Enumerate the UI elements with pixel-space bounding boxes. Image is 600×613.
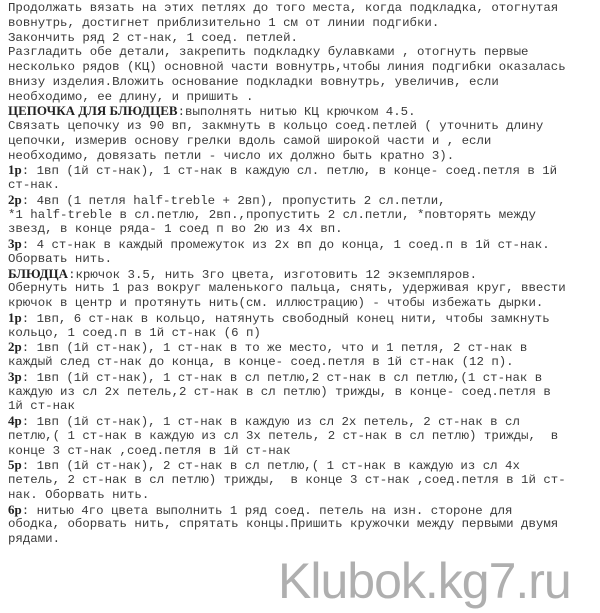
text-line bbox=[8, 16, 600, 31]
text-line bbox=[8, 517, 600, 532]
text-line bbox=[8, 163, 600, 178]
line-text: : 1вп (1й ст-нак), 1 ст-нак в каждую из сл 2х петель, 2 ст-нак в сл bbox=[21, 415, 520, 429]
text-line bbox=[8, 311, 600, 326]
line-text: Связать цепочку из 90 вп, закмнуть в кольцо соед.петлей ( уточнить длину bbox=[8, 119, 544, 133]
line-text: : 1вп (1й ст-нак), 1 ст-нак в то же место, что и 1 петля, 2 ст-нак в bbox=[21, 341, 528, 356]
line-text: : 1вп (1й ст-нак), 1 ст-нак в сл петлю,2 ст-нак в сл петлю,(1 ст-нак в bbox=[21, 370, 543, 385]
line-text: звезд, в конце ряда- 1 соед п во 2ю из 4х вп. bbox=[8, 222, 343, 237]
line-heading: 3р bbox=[8, 368, 22, 384]
line-heading: 1р bbox=[8, 162, 22, 178]
line-text: петель, 2 ст-нак в сл петлю) трижды, в конце 3 ст-нак ,соед.петля в 1й ст- bbox=[8, 473, 566, 487]
text-line bbox=[8, 193, 600, 208]
text-line bbox=[8, 458, 600, 473]
line-text: несколько рядов (КЦ) основной части вовнутрь,чтобы линия подгибки оказалась bbox=[8, 60, 566, 74]
line-heading: 2р bbox=[8, 339, 22, 355]
text-line bbox=[8, 237, 600, 252]
text-line bbox=[8, 267, 600, 282]
text-line bbox=[8, 222, 600, 237]
line-text: рядами. bbox=[8, 532, 61, 546]
text-line bbox=[8, 119, 600, 134]
line-text: : 1вп, 6 ст-нак в кольцо, натянуть свободный конец нити, чтобы замкнуть bbox=[21, 311, 550, 326]
line-text: Разгладить обе детали, закрепить подкладку булавками , отогнуть первые bbox=[8, 45, 529, 60]
line-text: :выполнять нитью КЦ крючком 4.5. bbox=[177, 105, 416, 120]
text-line bbox=[8, 370, 600, 385]
text-line bbox=[8, 104, 600, 119]
line-heading: ЦЕПОЧКА ДЛЯ БЛЮДЦЕВ bbox=[8, 103, 178, 119]
text-line bbox=[8, 75, 600, 90]
line-text: : 4 ст-нак в каждый промежуток из 2х вп до конца, 1 соед.п в 1й ст-нак. bbox=[21, 238, 550, 252]
text-line bbox=[8, 385, 600, 400]
text-line bbox=[8, 399, 600, 414]
line-text: : 1вп (1й ст-нак), 1 ст-нак в каждую сл. петлю, в конце- соед.петля в 1й bbox=[21, 164, 558, 179]
line-heading: 6р bbox=[8, 501, 22, 517]
line-text: Обернуть нить 1 раз вокруг маленького пальца, снять, удерживая круг, ввести bbox=[8, 281, 566, 296]
line-text: : 4вп (1 петля half-treble + 2вп), пропустить 2 сл.петли, bbox=[21, 193, 446, 208]
line-text: петлю,( 1 ст-нак в каждую из сл 3х петель, 2 ст-нак в сл петлю) трижды, в bbox=[8, 428, 559, 443]
line-heading: 1р bbox=[8, 309, 22, 325]
text-line bbox=[8, 473, 600, 488]
text-line bbox=[8, 252, 600, 267]
line-text: ободка, оборвать нить, спрятать концы.Пришить кружочки между первыми двумя bbox=[8, 517, 559, 532]
line-text: вовнутрь, достигнет приблизительно 1 см от линии подгибки. bbox=[8, 15, 440, 30]
text-line bbox=[8, 296, 600, 311]
line-text: каждый след ст-нак до конца, в конце- соед.петля в 1й ст-нак (12 п). bbox=[8, 355, 514, 369]
watermark: Klubok.kg7.ru bbox=[278, 552, 571, 609]
line-text: каждую из сл 2х петель,2 ст-нак в сл петлю) трижды, в конце- соед.петля в bbox=[8, 384, 551, 399]
text-line bbox=[8, 31, 600, 46]
line-heading: 5р bbox=[8, 457, 22, 473]
text-line bbox=[8, 444, 600, 459]
line-text: Закончить ряд 2 ст-нак, 1 соед. петлей. bbox=[8, 30, 298, 45]
line-text: конце 3 ст-нак ,соед.петля в 1й ст-нак bbox=[8, 443, 291, 458]
text-line bbox=[8, 340, 600, 355]
line-text: цепочки, измерив основу грелки вдоль самой широкой части и , если bbox=[8, 133, 492, 148]
line-text: необходимо, ее длину, и пришить . bbox=[8, 89, 254, 104]
line-text: Продолжать вязать на этих петлях до того места, когда подкладка, отогнутая bbox=[8, 1, 559, 15]
text-line bbox=[8, 1, 600, 16]
line-heading: БЛЮДЦА bbox=[8, 265, 69, 281]
line-text: внизу изделия.Вложить основание подкладки вовнутрь, увеличив, если bbox=[8, 74, 499, 89]
text-line bbox=[8, 326, 600, 341]
text-line bbox=[8, 281, 600, 296]
text-line bbox=[8, 503, 600, 518]
line-text: *1 half-treble в сл.петлю, 2вп.,пропустить 2 сл.петли, *повторять между bbox=[8, 207, 536, 222]
line-text: : нитью 4го цвета выполнить 1 ряд соед. петель на изн. стороне для bbox=[21, 503, 513, 518]
line-heading: 3р bbox=[8, 236, 22, 251]
line-text: : 1вп (1й ст-нак), 2 ст-нак в сл петлю,( 1 ст-нак в каждую из сл 4х bbox=[21, 459, 520, 474]
line-text: Оборвать нить. bbox=[8, 251, 113, 266]
text-line bbox=[8, 414, 600, 429]
line-text: необходимо, довязать петли - число их должно быть кратно 3). bbox=[8, 148, 455, 163]
line-text: ст-нак. bbox=[8, 178, 61, 192]
text-line bbox=[8, 178, 600, 193]
text-line bbox=[8, 488, 600, 503]
text-line bbox=[8, 355, 600, 370]
text-line bbox=[8, 429, 600, 444]
text-line bbox=[8, 532, 600, 547]
text-line bbox=[8, 149, 600, 164]
text-line bbox=[8, 90, 600, 105]
line-text: :крючок 3.5, нить 3го цвета, изготовить 12 экземпляров. bbox=[68, 267, 478, 282]
line-text: кольцо, 1 соед.п в 1й ст-нак (6 п) bbox=[8, 325, 261, 340]
line-heading: 2р bbox=[8, 191, 22, 207]
line-text: крючок в центр и протянуть нить(см. иллюстрацию) - чтобы избежать дырки. bbox=[8, 296, 544, 310]
text-line bbox=[8, 134, 600, 149]
line-heading: 4р bbox=[8, 413, 22, 428]
text-line bbox=[8, 60, 600, 75]
text-line bbox=[8, 208, 600, 223]
text-line bbox=[8, 45, 600, 60]
line-text: нак. Оборвать нить. bbox=[8, 487, 150, 502]
line-text: 1й ст-нак bbox=[8, 399, 75, 414]
